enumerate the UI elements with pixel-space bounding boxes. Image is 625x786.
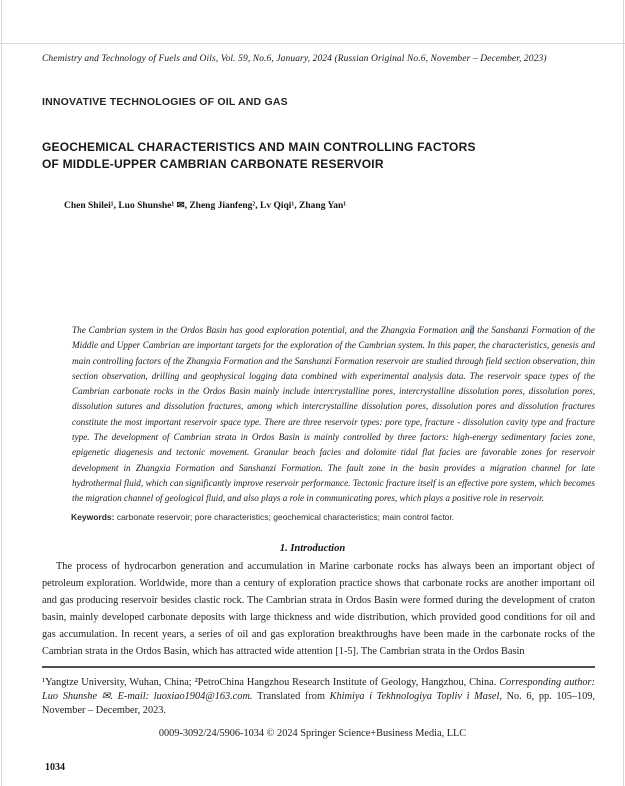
translated-from-text: Translated from (257, 690, 330, 702)
text-selection-highlight: d (469, 325, 475, 335)
keywords-line (71, 512, 595, 522)
translation-details-text: , No. 6, pp. 105–109, November – December, 2023. (42, 690, 596, 716)
footnote-envelope-icon: ✉ (101, 690, 111, 702)
abstract-text-pre: The Cambrian system in the Ordos Basin has good exploration potential, and the Zhangxia Formation an (72, 325, 470, 335)
page-right-edge-line (623, 0, 624, 786)
section-label: INNOVATIVE TECHNOLOGIES OF OIL AND GAS (42, 96, 288, 108)
footnote-separator-rule (42, 666, 595, 668)
envelope-icon: ✉ (176, 201, 185, 211)
authors-text-post: , Zheng Jianfeng², Lv Qiqi¹, Zhang Yan¹ (184, 201, 347, 211)
page-top-boundary-line (0, 43, 625, 44)
authors-text-pre: Chen Shilei¹, Luo Shunshe¹ (64, 201, 177, 211)
keywords-label: Keywords: (71, 512, 115, 522)
page-left-edge-line (1, 0, 2, 786)
corresponding-email-text: . E-mail: luoxiao1904@163.com. (110, 690, 258, 702)
source-journal-title: Khimiya i Tekhnologiya Topliv i Masel (329, 690, 500, 702)
journal-header-line: Chemistry and Technology of Fuels and Oils, Vol. 59, No.6, January, 2024 (Russian Original No.6, November – December, 2023) (42, 54, 547, 64)
affiliation-text: ¹Yangtze University, Wuhan, China; ²PetroChina Hangzhou Research Institute of Geology, Hangzhou, China. (42, 677, 500, 688)
authors-line (64, 200, 346, 211)
introduction-paragraph: The process of hydrocarbon generation and accumulation in Marine carbonate rocks has always been an important object of petroleum exploration. Worldwide, more than a century of exploration practice shows that carbonate rocks are another important oil and gas producing reservoir besides clastic rock. The Cambrian strata in Ordos Basin were formed during the development of craton basin, mainly developed carbonate deposits with large thickness and wide distribution, which provided good conditions for oil and gas accumulation. In recent years, a series of oil and gas exploration breakthroughs have been made in the carbonate rocks of the Cambrian strata in the Ordos Basin, which has attracted wide attention [1-5]. The Cambrian strata in the Ordos Basin (42, 561, 595, 657)
copyright-line: 0009-3092/24/5906-1034 © 2024 Springer Science+Business Media, LLC (158, 728, 467, 739)
footnote (42, 676, 595, 717)
title-line-2: OF MIDDLE-UPPER CAMBRIAN CARBONATE RESERVOIR (42, 156, 384, 171)
page-number: 1034 (45, 762, 65, 773)
abstract-paragraph (72, 323, 595, 507)
abstract-text-post: the Sanshanzi Formation of the Middle and Upper Cambrian are important targets for the exploration of the Cambrian system. In this paper, the characteristics, genesis and main controlling factors of the Zhangxia Formation and the Sanshanzi Formation reservoir are studied through field section observation, thin section observation, drilling and geophysical logging data combined with experimental analysis data. The reservoir space types of the Cambrian carbonate rocks in the Ordos Basin mainly include intercrystalline pores, intercrystalline dissolution pores, dissolution pores, dissolution sutures and dissolution fractures, among which intercrystalline dissolution pores, dissolution pores and dissolution fractures constitute the most important reservoir space type. There are three reservoir types: pore type, fracture - dissolution cavity type and fracture type. The development of Cambrian strata in Ordos Basin is mainly controlled by three factors: high-energy sedimentary facies zone, epigenetic diagenesis and tectonic movement. Granular beach facies and dolomite tidal flat facies are favorable zones for reservoir development in Zhangxia Formation and Sanshanzi Formation. The fault zone in the basin provides a migration channel for late hydrothermal fluid, which can significantly improve reservoir performance. Tectonic fracture itself is an effective pore system, which becomes the migration channel of geological fluid, and also plays a role in communicating pores, which plays a positive role in reservoir. (72, 325, 595, 504)
article-title (42, 139, 595, 172)
introduction-heading: 1. Introduction (279, 543, 346, 554)
keywords-text: carbonate reservoir; pore characteristics; geochemical characteristics; main control factor. (114, 512, 455, 522)
title-line-1: GEOCHEMICAL CHARACTERISTICS AND MAIN CONTROLLING FACTORS (42, 140, 476, 154)
corresponding-author-text: Corresponding author: Luo Shunshe (42, 677, 595, 702)
